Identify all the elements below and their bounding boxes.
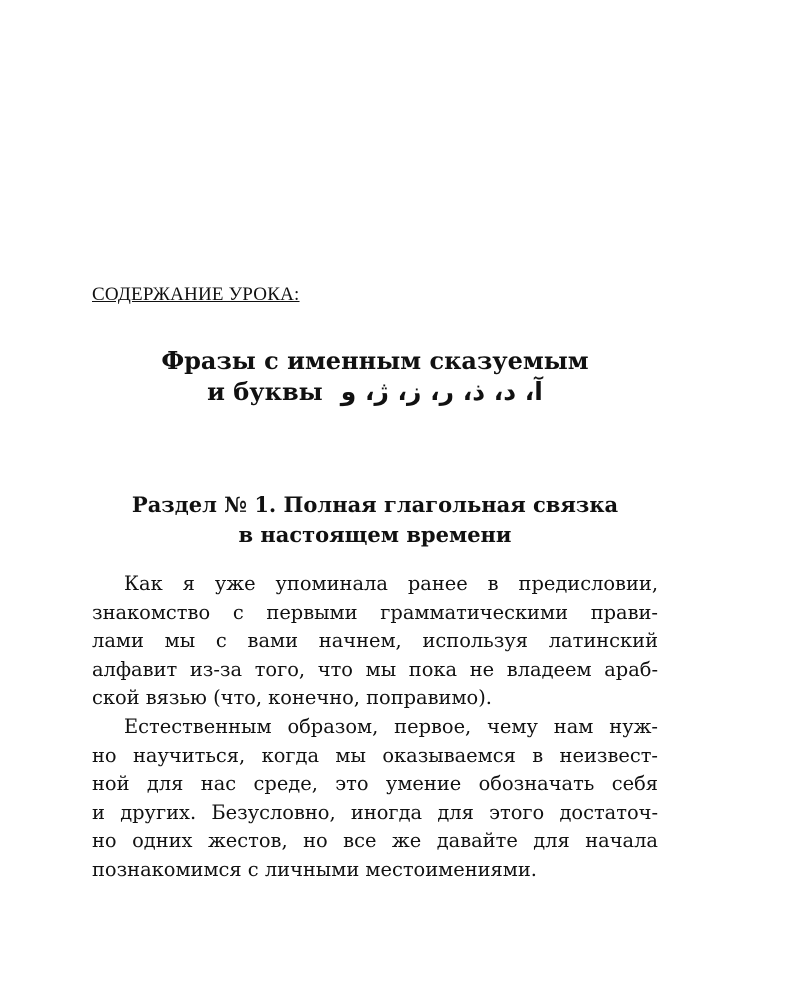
text-line: знакомство с первыми грамматическими прави-: [92, 600, 658, 624]
paragraph-2: [92, 713, 658, 885]
text-line: познакомимся с личными местоимениями.: [92, 857, 537, 881]
text-line: Как я уже упоминала ранее в предисловии,: [124, 572, 658, 595]
arabic-letters: ﺁ، ﺩ، ﺫ، ﺭ، ﺯ، ﮊ، ﻭ: [340, 377, 543, 406]
text-line: ной для нас среде, это умение обозначать себя: [92, 772, 658, 796]
lesson-contents-label: СОДЕРЖАНИЕ УРОКА:: [92, 284, 300, 305]
lesson-title-line-1: Фразы с именным сказуемым: [161, 346, 589, 375]
lesson-title-line-2: [92, 376, 658, 407]
paragraph-1: [92, 570, 658, 713]
text-line: лами мы с вами начнем, используя латинский: [92, 629, 658, 653]
lesson-title-prefix: и буквы: [207, 377, 323, 406]
text-line: ской вязью (что, конечно, поправимо).: [92, 686, 492, 710]
section-title-line-1: Раздел № 1. Полная глагольная связка: [131, 492, 619, 517]
book-page: [92, 0, 658, 1000]
text-line: алфавит из-за того, что мы пока не владеем араб-: [92, 657, 658, 681]
section-title: [92, 490, 658, 550]
text-line: и других. Безусловно, иногда для этого достаточ-: [92, 800, 658, 824]
text-line: но одних жестов, но все же давайте для начала: [92, 829, 658, 853]
text-line: Естественным образом, первое, чему нам нуж-: [124, 714, 658, 738]
section-title-line-2: в настоящем времени: [238, 522, 512, 547]
text-line: но научиться, когда мы оказываемся в неизвест-: [92, 743, 658, 767]
lesson-title: [92, 345, 658, 407]
body-text: [92, 570, 658, 885]
